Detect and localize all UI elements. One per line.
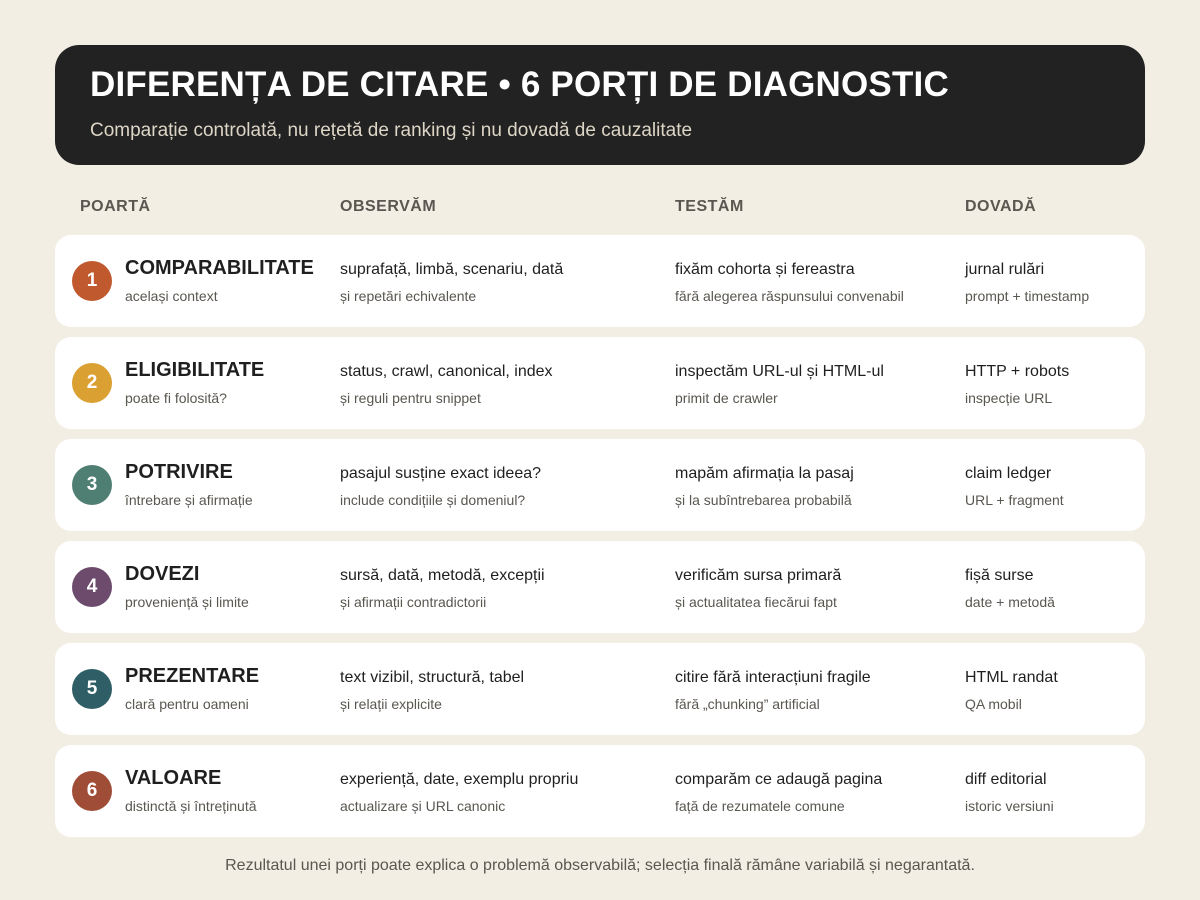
gate-row xyxy=(55,541,1145,633)
observe-subtext: și relații explicite xyxy=(340,696,442,712)
gate-description: proveniență și limite xyxy=(125,594,249,610)
gate-number-badge: 1 xyxy=(72,261,112,301)
gate-name: COMPARABILITATE xyxy=(125,257,314,279)
observe-subtext: și repetări echivalente xyxy=(340,288,477,304)
gate-description: clară pentru oameni xyxy=(125,696,249,712)
test-text: inspectăm URL-ul și HTML-ul xyxy=(675,363,884,380)
test-subtext: primit de crawler xyxy=(675,390,778,406)
gate-description: întrebare și afirmație xyxy=(125,492,253,508)
observe-text: experiență, date, exemplu propriu xyxy=(340,771,579,788)
test-text: verificăm sursa primară xyxy=(675,567,842,584)
observe-text: text vizibil, structură, tabel xyxy=(340,669,525,686)
gate-name: ELIGIBILITATE xyxy=(125,359,265,381)
evidence-text: fișă surse xyxy=(965,567,1034,584)
evidence-text: claim ledger xyxy=(965,465,1052,482)
gate-row xyxy=(55,745,1145,837)
evidence-text: HTTP + robots xyxy=(965,363,1070,380)
observe-subtext: și reguli pentru snippet xyxy=(340,390,481,406)
evidence-subtext: inspecție URL xyxy=(965,390,1053,406)
gate-description: distinctă și întreținută xyxy=(125,798,257,814)
gate-row xyxy=(55,337,1145,429)
evidence-subtext: QA mobil xyxy=(965,696,1022,712)
test-subtext: fără „chunking” artificial xyxy=(675,696,820,712)
title-banner xyxy=(55,45,1145,165)
observe-text: suprafață, limbă, scenariu, dată xyxy=(340,261,564,278)
gate-name: DOVEZI xyxy=(125,563,200,585)
gate-number-badge: 4 xyxy=(72,567,112,607)
observe-text: pasajul susține exact ideea? xyxy=(340,465,542,482)
column-header-evidence: DOVADĂ xyxy=(965,198,1037,215)
column-header-test: TESTĂM xyxy=(675,198,744,215)
gate-row xyxy=(55,643,1145,735)
gate-name: POTRIVIRE xyxy=(125,461,233,483)
test-subtext: fără alegerea răspunsului convenabil xyxy=(675,288,904,304)
gates-list xyxy=(55,235,1145,847)
evidence-text: diff editorial xyxy=(965,771,1047,788)
test-text: mapăm afirmația la pasaj xyxy=(675,465,854,482)
evidence-subtext: istoric versiuni xyxy=(965,798,1054,814)
observe-text: sursă, dată, metodă, excepții xyxy=(340,567,545,584)
test-text: fixăm cohorta și fereastra xyxy=(675,261,855,278)
column-header-observe: OBSERVĂM xyxy=(340,198,437,215)
page-title: DIFERENȚA DE CITARE • 6 PORȚI DE DIAGNOSTIC xyxy=(90,65,949,104)
observe-subtext: actualizare și URL canonic xyxy=(340,798,506,814)
gate-number-badge: 2 xyxy=(72,363,112,403)
evidence-text: HTML randat xyxy=(965,669,1058,686)
column-header-gate: POARTĂ xyxy=(80,198,151,215)
evidence-subtext: prompt + timestamp xyxy=(965,288,1090,304)
observe-text: status, crawl, canonical, index xyxy=(340,363,553,380)
observe-subtext: include condițiile și domeniul? xyxy=(340,492,526,508)
evidence-subtext: date + metodă xyxy=(965,594,1055,610)
evidence-subtext: URL + fragment xyxy=(965,492,1064,508)
test-subtext: față de rezumatele comune xyxy=(675,798,845,814)
evidence-text: jurnal rulări xyxy=(965,261,1045,278)
test-text: citire fără interacțiuni fragile xyxy=(675,669,871,686)
footer-note: Rezultatul unei porți poate explica o problemă observabilă; selecția finală rămâne variabilă și negarantată. xyxy=(225,857,975,874)
test-text: comparăm ce adaugă pagina xyxy=(675,771,883,788)
gate-row xyxy=(55,439,1145,531)
observe-subtext: și afirmații contradictorii xyxy=(340,594,487,610)
gate-row xyxy=(55,235,1145,327)
gate-description: același context xyxy=(125,288,218,304)
gate-number-badge: 6 xyxy=(72,771,112,811)
test-subtext: și actualitatea fiecărui fapt xyxy=(675,594,837,610)
gate-number-badge: 5 xyxy=(72,669,112,709)
gate-name: PREZENTARE xyxy=(125,665,260,687)
gate-number-badge: 3 xyxy=(72,465,112,505)
gate-name: VALOARE xyxy=(125,767,222,789)
test-subtext: și la subîntrebarea probabilă xyxy=(675,492,852,508)
page-subtitle: Comparație controlată, nu rețetă de ranking și nu dovadă de cauzalitate xyxy=(90,120,693,141)
gate-description: poate fi folosită? xyxy=(125,390,227,406)
